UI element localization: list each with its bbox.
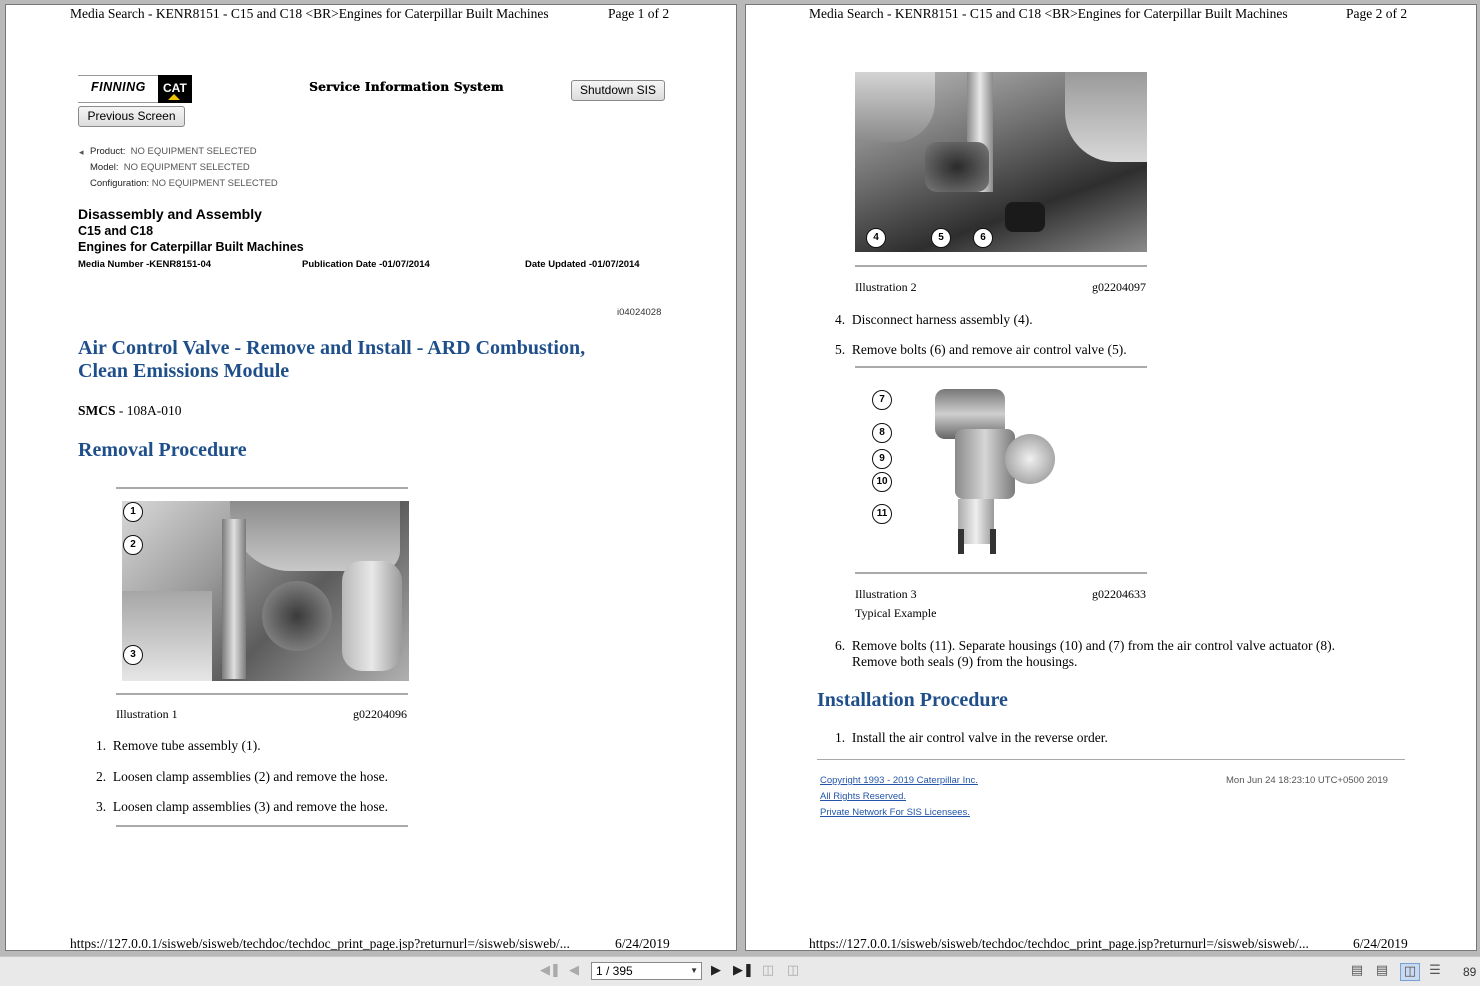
- page-header-title: Media Search - KENR8151 - C15 and C18 <BR>Engines for Caterpillar Built Machines: [809, 6, 1288, 21]
- callout-11: 11: [872, 504, 892, 524]
- publication-date: Publication Date -01/07/2014: [302, 259, 430, 270]
- doc-model: C15 and C18: [78, 224, 154, 238]
- equipment-configuration: Configuration: NO EQUIPMENT SELECTED: [90, 178, 278, 189]
- page-footer-url: https://127.0.0.1/sisweb/sisweb/techdoc/techdoc_print_page.jsp?returnurl=/sisweb/sisweb/...: [70, 936, 570, 951]
- removal-step-6: 6. Remove bolts (11). Separate housings (10) and (7) from the air control valve actuator (8). Remove both seals (9) from the housings.: [835, 638, 1335, 669]
- doc-category: Disassembly and Assembly: [78, 206, 262, 222]
- copyright-link[interactable]: Copyright 1993 - 2019 Caterpillar Inc.: [820, 775, 978, 786]
- next-page-icon[interactable]: ▶: [711, 963, 721, 978]
- illustration-3-label: Illustration 3: [855, 587, 917, 601]
- removal-heading: Removal Procedure: [78, 439, 247, 461]
- illustration-1-label: Illustration 1: [116, 707, 178, 721]
- two-page-icon[interactable]: ◫: [1400, 963, 1420, 981]
- print-timestamp: Mon Jun 24 18:23:10 UTC+0500 2019: [1226, 775, 1388, 786]
- continuous-icon[interactable]: ▤: [1375, 963, 1389, 978]
- single-page-icon[interactable]: ▤: [1350, 963, 1364, 978]
- callout-3: 3: [123, 645, 143, 665]
- page-title: Air Control Valve - Remove and Install - ARD Combustion, Clean Emissions Module: [78, 337, 586, 382]
- removal-step-2: 2. Loosen clamp assemblies (2) and remove the hose.: [96, 769, 389, 784]
- removal-step-1: 1. Remove tube assembly (1).: [96, 738, 261, 753]
- doc-engines: Engines for Caterpillar Built Machines: [78, 240, 304, 254]
- illustration-2-image: [855, 72, 1147, 252]
- two-page-continuous-icon[interactable]: ☰: [1429, 963, 1441, 978]
- callout-10: 10: [872, 472, 892, 492]
- callout-8: 8: [872, 423, 892, 443]
- installation-heading: Installation Procedure: [817, 689, 1008, 711]
- equipment-product: Product: NO EQUIPMENT SELECTED: [90, 146, 257, 157]
- page-footer-date: 6/24/2019: [1353, 936, 1408, 951]
- back-arrow-icon[interactable]: ◂: [79, 147, 84, 157]
- rotate-ccw-icon[interactable]: ◫: [761, 963, 775, 978]
- page-header-pagenum: Page 1 of 2: [608, 6, 670, 21]
- private-network-link[interactable]: Private Network For SIS Licensees.: [820, 807, 970, 818]
- pdf-page-1: [5, 4, 737, 951]
- callout-4: 4: [866, 228, 886, 248]
- page-header-title: Media Search - KENR8151 - C15 and C18 <BR>Engines for Caterpillar Built Machines: [70, 6, 549, 21]
- sis-title: Service Information System: [309, 80, 504, 94]
- doc-id: i04024028: [617, 307, 662, 318]
- first-page-icon[interactable]: ◀❚: [540, 963, 561, 978]
- shutdown-sis-button[interactable]: Shutdown SIS: [571, 80, 665, 101]
- illustration-2-code: g02204097: [1092, 280, 1146, 294]
- removal-step-5: 5. Remove bolts (6) and remove air control valve (5).: [835, 342, 1127, 357]
- smcs-code: SMCS - 108A-010: [78, 403, 182, 418]
- equipment-model: Model: NO EQUIPMENT SELECTED: [90, 162, 250, 173]
- date-updated: Date Updated -01/07/2014: [525, 259, 640, 270]
- zoom-level[interactable]: 89: [1463, 965, 1477, 979]
- finning-cat-logo: FINNING CAT: [78, 75, 193, 103]
- media-number: Media Number -KENR8151-04: [78, 259, 212, 270]
- callout-1: 1: [123, 502, 143, 522]
- chevron-down-icon: ▼: [690, 966, 698, 975]
- illustration-3-note: Typical Example: [855, 606, 937, 620]
- pdf-viewer-toolbar: [0, 956, 1480, 986]
- callout-7: 7: [872, 390, 892, 410]
- illustration-1-image: [122, 501, 409, 681]
- callout-5: 5: [931, 228, 951, 248]
- illustration-2-label: Illustration 2: [855, 280, 917, 294]
- previous-screen-button[interactable]: Previous Screen: [78, 106, 185, 127]
- callout-2: 2: [123, 535, 143, 555]
- rights-link[interactable]: All Rights Reserved.: [820, 791, 907, 802]
- rotate-cw-icon[interactable]: ◫: [786, 963, 800, 978]
- callout-9: 9: [872, 449, 892, 469]
- installation-step-1: 1. Install the air control valve in the reverse order.: [835, 730, 1108, 745]
- pdf-page-2: [745, 4, 1477, 951]
- last-page-icon[interactable]: ▶❚: [733, 963, 754, 978]
- page-number-select[interactable]: 1 / 395 ▼: [591, 962, 702, 980]
- illustration-3-code: g02204633: [1092, 587, 1146, 601]
- illustration-1-code: g02204096: [353, 707, 407, 721]
- page-footer-url: https://127.0.0.1/sisweb/sisweb/techdoc/techdoc_print_page.jsp?returnurl=/sisweb/sisweb/...: [809, 936, 1309, 951]
- removal-step-3: 3. Loosen clamp assemblies (3) and remove the hose.: [96, 799, 389, 814]
- page-header-pagenum: Page 2 of 2: [1346, 6, 1408, 21]
- page-footer-date: 6/24/2019: [615, 936, 670, 951]
- removal-step-4: 4. Disconnect harness assembly (4).: [835, 312, 1033, 327]
- callout-6: 6: [973, 228, 993, 248]
- prev-page-icon[interactable]: ◀: [569, 963, 579, 978]
